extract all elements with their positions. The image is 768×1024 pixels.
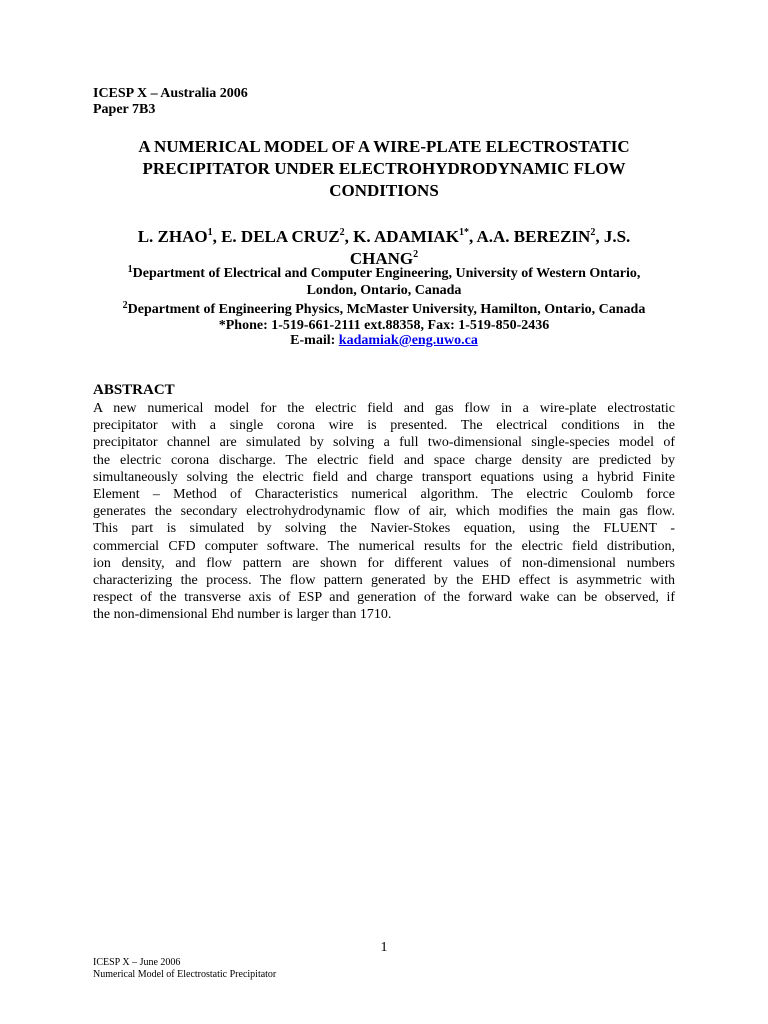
author-list xyxy=(60,226,708,270)
phone-fax: *Phone: 1-519-661-2111 ext.88358, Fax: 1-519-850-2436 xyxy=(218,318,550,333)
paper-id: Paper 7B3 xyxy=(93,102,156,117)
abstract-line: respect of the transverse axis of ESP and generation of the forward wake can be observed, if xyxy=(93,590,675,606)
contact-info xyxy=(60,318,708,348)
author-name: , E. DELA CRUZ xyxy=(212,227,340,246)
abstract-body xyxy=(93,400,675,624)
abstract-line: the non-dimensional Ehd number is larger than 1710. xyxy=(93,607,392,623)
abstract-heading: ABSTRACT xyxy=(93,382,175,398)
author-name: L. ZHAO xyxy=(137,227,208,246)
author-name: , A.A. BEREZIN xyxy=(468,227,591,246)
title-line-1: A NUMERICAL MODEL OF A WIRE-PLATE ELECTROSTATIC xyxy=(138,137,630,156)
abstract-line: generates the secondary electrohydrodynamic flow of air, which modifies the main gas flow. xyxy=(93,504,675,520)
conference-label: ICESP X – Australia 2006 xyxy=(93,86,248,101)
author-affiliation-mark: 1 xyxy=(207,227,213,238)
abstract-line: precipitator channel are simulated by solving a full two-dimensional single-species model of xyxy=(93,435,675,451)
author-affiliation-mark: 1* xyxy=(458,227,469,238)
affiliation-1 xyxy=(60,265,708,299)
abstract-line: This part is simulated by solving the Navier-Stokes equation, using the FLUENT - xyxy=(93,521,675,537)
abstract-line: precipitator with a single corona wire is presented. The electrical conditions in the xyxy=(93,418,675,434)
author-affiliation-mark: 2 xyxy=(413,249,419,260)
footer-line-1: ICESP X – June 2006 xyxy=(93,957,181,968)
email-label: E-mail: xyxy=(290,333,339,348)
email-link[interactable]: kadamiak@eng.uwo.ca xyxy=(338,333,478,348)
author-name: , K. ADAMIAK xyxy=(344,227,459,246)
paper-title xyxy=(60,136,708,202)
affiliation-1-line-2: London, Ontario, Canada xyxy=(306,283,462,298)
affiliation-mark: 1 xyxy=(127,264,133,275)
affiliation-2 xyxy=(60,301,708,318)
title-line-3: CONDITIONS xyxy=(329,181,439,200)
abstract-line: simultaneously solving the electric field and charge transport equations using a hybrid Finite xyxy=(93,469,675,485)
running-header xyxy=(93,86,248,118)
abstract-line: ion density, and flow pattern are shown for different values of non-dimensional numbers xyxy=(93,555,675,571)
affiliation-text: Department of Engineering Physics, McMaster University, Hamilton, Ontario, Canada xyxy=(127,302,646,317)
affiliation-mark: 2 xyxy=(122,300,128,311)
affiliation-text: Department of Electrical and Computer Engineering, University of Western Ontario, xyxy=(132,266,641,281)
footer-line-2: Numerical Model of Electrostatic Precipitator xyxy=(93,969,277,980)
affiliation-1-line-1 xyxy=(60,265,708,282)
author-name: , J.S. xyxy=(595,227,631,246)
abstract-line: A new numerical model for the electric field and gas flow in a wire-plate electrostatic xyxy=(93,401,675,416)
title-line-2: PRECIPITATOR UNDER ELECTROHYDRODYNAMIC FLOW xyxy=(142,159,626,178)
author-line-1 xyxy=(60,226,708,248)
page-number: 1 xyxy=(380,940,388,955)
email-line xyxy=(60,333,708,348)
author-affiliation-mark: 2 xyxy=(339,227,345,238)
affiliation-2-line-1 xyxy=(60,301,708,318)
abstract-line: Element – Method of Characteristics numerical algorithm. The electric Coulomb force xyxy=(93,487,675,503)
running-footer xyxy=(93,957,276,981)
abstract-line: commercial CFD computer software. The numerical results for the electric field distribution, xyxy=(93,538,675,554)
abstract-line: the electric corona discharge. The electric field and space charge density are predicted by xyxy=(93,452,675,468)
author-name: CHANG xyxy=(349,249,414,268)
abstract-line: characterizing the process. The flow pattern generated by the EHD effect is asymmetric with xyxy=(93,573,675,589)
author-affiliation-mark: 2 xyxy=(590,227,596,238)
